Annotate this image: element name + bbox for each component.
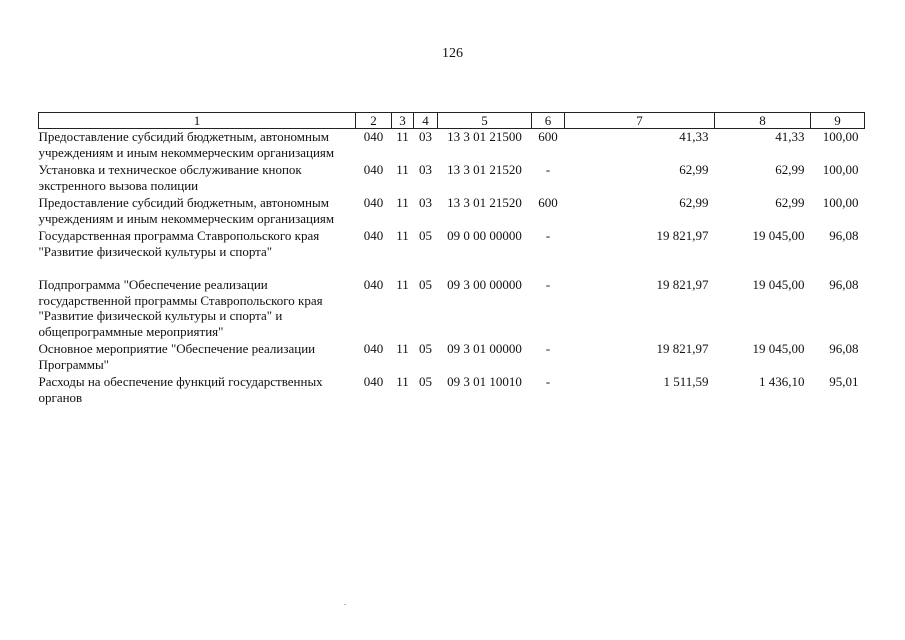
row-value-8: 19 045,00 [752, 228, 805, 243]
column-header-9: 9 [811, 113, 865, 129]
row-code-4: 05 [419, 341, 432, 356]
row-code-3: 11 [396, 162, 409, 177]
row-code-2: 040 [363, 195, 384, 210]
row-name: Государственная программа Ставропольского края "Развитие физической культуры и спорта" [38, 228, 320, 259]
row-value-7: 1 511,59 [663, 374, 709, 389]
row-code-5: 09 3 01 00000 [447, 341, 522, 356]
column-header-7: 7 [565, 113, 715, 129]
row-value-8: 1 436,10 [759, 374, 805, 389]
row-code-3: 11 [396, 341, 409, 356]
row-code-2: 040 [363, 374, 384, 389]
table-row [39, 162, 865, 195]
row-code-2: 040 [363, 162, 384, 177]
row-code-5: 09 0 00 00000 [447, 228, 522, 243]
row-value-7: 62,99 [679, 162, 709, 177]
row-value-9: 95,01 [829, 374, 859, 389]
budget-table [38, 112, 865, 407]
table-row [39, 277, 865, 341]
column-header-3: 3 [392, 113, 414, 129]
row-code-3: 11 [396, 195, 409, 210]
table-row [39, 374, 865, 407]
row-name: Основное мероприятие "Обеспечение реализации Программы" [38, 341, 316, 372]
row-value-8: 41,33 [775, 129, 805, 144]
table-row [39, 228, 865, 277]
row-value-7: 41,33 [679, 129, 709, 144]
row-value-7: 62,99 [679, 195, 709, 210]
row-name: Расходы на обеспечение функций государственных органов [38, 374, 323, 405]
row-code-4: 05 [419, 374, 432, 389]
row-value-8: 19 045,00 [752, 341, 805, 356]
row-code-5: 09 3 00 00000 [447, 277, 522, 292]
row-code-4: 05 [419, 277, 432, 292]
row-code-4: 05 [419, 228, 432, 243]
row-code-5: 13 3 01 21520 [447, 195, 522, 210]
row-value-9: 96,08 [829, 228, 859, 243]
row-code-6: - [545, 162, 551, 177]
row-name: Предоставление субсидий бюджетным, автономным учреждениям и иным некоммерческим организациям [38, 195, 335, 226]
row-value-8: 62,99 [775, 162, 805, 177]
row-value-9: 100,00 [822, 162, 859, 177]
row-code-6: - [545, 341, 551, 356]
row-value-9: 100,00 [822, 129, 859, 144]
column-header-8: 8 [715, 113, 811, 129]
row-code-4: 03 [419, 195, 432, 210]
table-row [39, 341, 865, 374]
row-value-7: 19 821,97 [656, 277, 709, 292]
row-code-5: 13 3 01 21520 [447, 162, 522, 177]
row-code-3: 11 [396, 277, 409, 292]
row-name: Подпрограмма "Обеспечение реализации государственной программы Ставропольского края "Развитие физической культуры и спорта" и общепрограммные мероприятия" [38, 277, 323, 339]
row-code-2: 040 [363, 277, 384, 292]
row-value-8: 19 045,00 [752, 277, 805, 292]
column-header-2: 2 [356, 113, 392, 129]
row-name: Предоставление субсидий бюджетным, автономным учреждениям и иным некоммерческим организациям [38, 129, 335, 160]
column-header-5: 5 [438, 113, 532, 129]
row-code-3: 11 [396, 374, 409, 389]
column-header-1: 1 [39, 113, 356, 129]
row-code-2: 040 [363, 228, 384, 243]
table-row [39, 195, 865, 228]
row-code-3: 11 [396, 129, 409, 144]
row-code-6: - [545, 374, 551, 389]
row-code-2: 040 [363, 341, 384, 356]
table-header-row [39, 113, 865, 129]
row-value-9: 100,00 [822, 195, 859, 210]
row-code-6: 600 [538, 129, 558, 144]
row-code-6: 600 [538, 195, 558, 210]
row-name: Установка и техническое обслуживание кнопок экстренного вызова полиции [38, 162, 302, 193]
column-header-6: 6 [532, 113, 565, 129]
row-code-3: 11 [396, 228, 409, 243]
row-value-9: 96,08 [829, 341, 859, 356]
row-value-7: 19 821,97 [656, 341, 709, 356]
row-code-5: 09 3 01 10010 [447, 374, 522, 389]
row-code-4: 03 [419, 162, 432, 177]
row-code-6: - [545, 277, 551, 292]
column-header-4: 4 [414, 113, 438, 129]
row-code-4: 03 [419, 129, 432, 144]
row-code-6: - [545, 228, 551, 243]
row-code-2: 040 [363, 129, 384, 144]
page-number: 126 [442, 46, 463, 61]
scan-speck [344, 604, 346, 605]
row-code-5: 13 3 01 21500 [447, 129, 522, 144]
table-row [39, 129, 865, 163]
row-value-7: 19 821,97 [656, 228, 709, 243]
row-value-8: 62,99 [775, 195, 805, 210]
row-value-9: 96,08 [829, 277, 859, 292]
